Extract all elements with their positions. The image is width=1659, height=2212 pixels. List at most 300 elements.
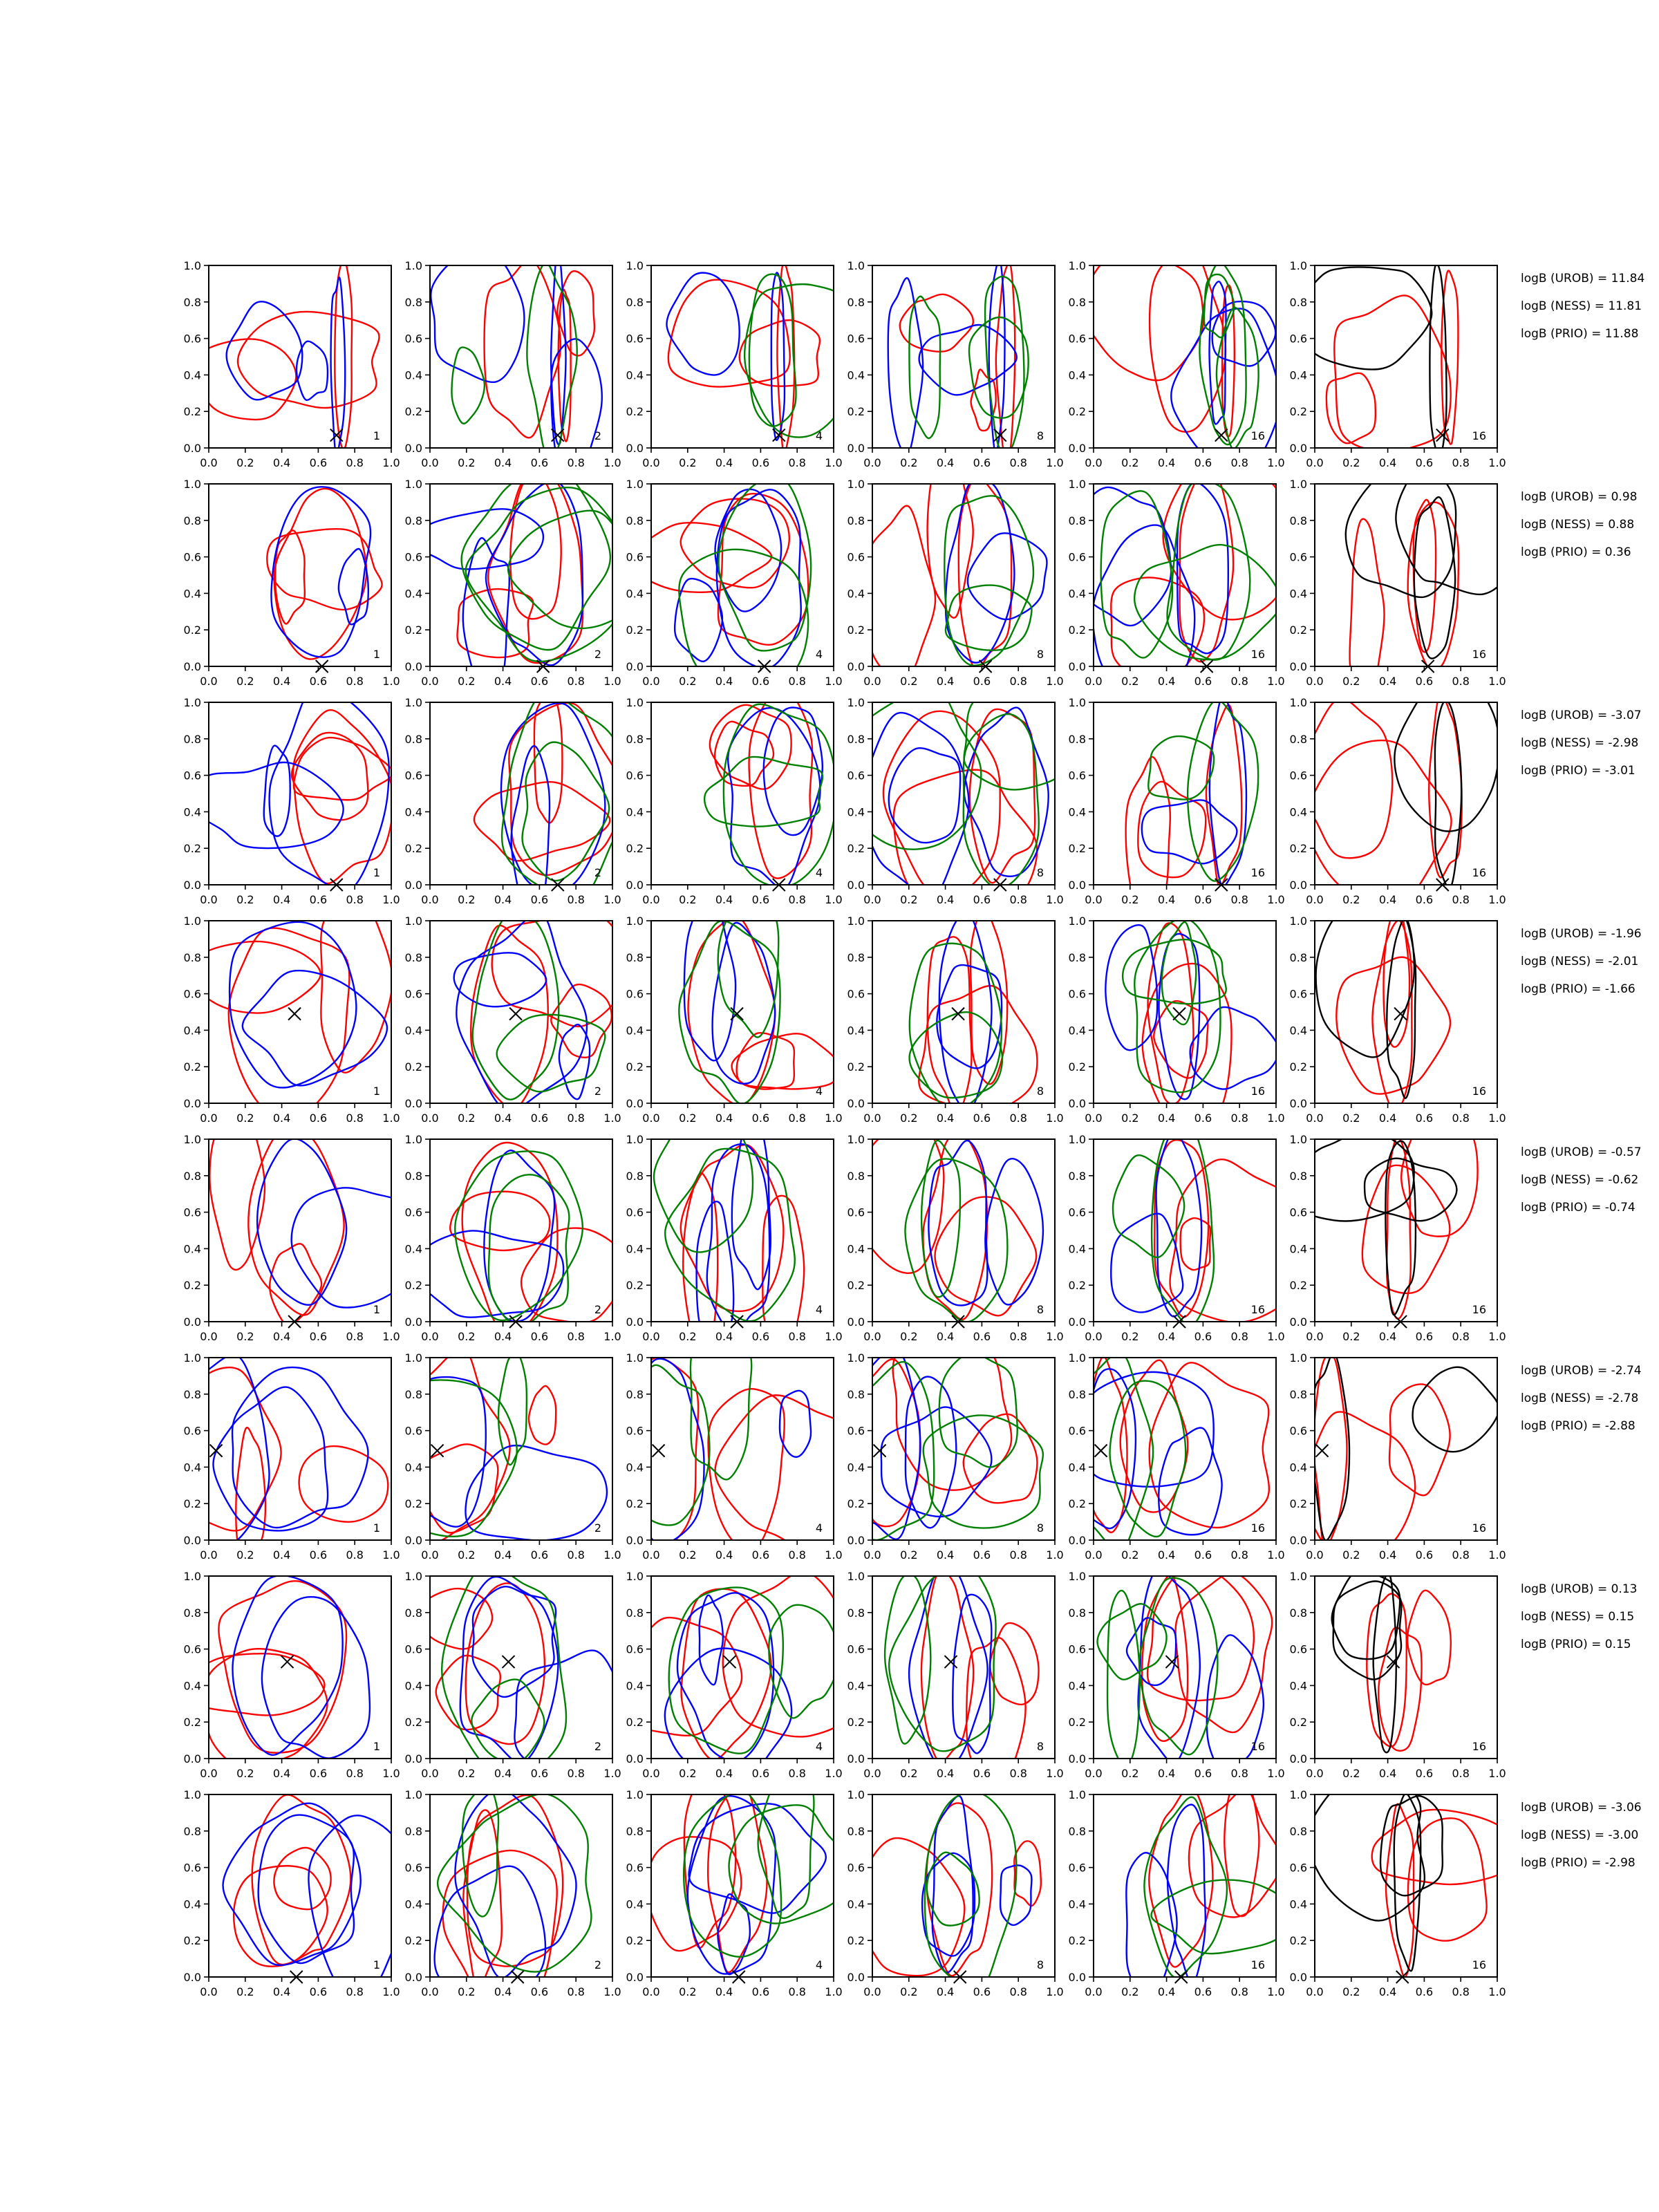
x-tick-label: 0.2 bbox=[1342, 1330, 1360, 1343]
y-tick-label: 1.0 bbox=[404, 915, 422, 928]
y-tick-label: 0.8 bbox=[1289, 514, 1307, 527]
x-tick-label: 0.2 bbox=[458, 893, 476, 906]
y-tick-label: 1.0 bbox=[1068, 478, 1086, 491]
x-tick-label: 0.0 bbox=[1306, 1985, 1324, 1998]
x-tick-label: 0.8 bbox=[788, 893, 806, 906]
y-tick-label: 0.4 bbox=[847, 805, 865, 819]
x-tick-label: 0.8 bbox=[567, 1112, 585, 1125]
x-tick-label: 1.0 bbox=[603, 1985, 621, 1998]
y-tick-label: 0.8 bbox=[404, 514, 422, 527]
y-tick-label: 0.6 bbox=[183, 1642, 201, 1656]
x-tick-label: 0.0 bbox=[863, 1548, 881, 1562]
y-tick-label: 0.2 bbox=[1289, 1934, 1307, 1948]
y-tick-label: 1.0 bbox=[183, 259, 201, 272]
y-tick-label: 1.0 bbox=[1289, 915, 1307, 928]
x-tick-label: 0.4 bbox=[1378, 1112, 1397, 1125]
panel-corner-label: 8 bbox=[1036, 648, 1044, 661]
y-tick-label: 0.2 bbox=[847, 1060, 865, 1074]
panel-corner-label: 16 bbox=[1472, 1521, 1486, 1535]
y-tick-label: 0.0 bbox=[1289, 879, 1307, 892]
y-tick-label: 0.0 bbox=[183, 1097, 201, 1110]
x-tick-label: 0.2 bbox=[679, 1112, 697, 1125]
y-tick-label: 0.0 bbox=[404, 1315, 422, 1329]
y-tick-label: 1.0 bbox=[183, 1570, 201, 1583]
y-tick-label: 0.2 bbox=[404, 1934, 422, 1948]
y-tick-label: 0.2 bbox=[1068, 1060, 1086, 1074]
x-tick-label: 0.2 bbox=[458, 675, 476, 688]
x-tick-label: 0.6 bbox=[751, 1330, 770, 1343]
y-tick-label: 0.8 bbox=[847, 1169, 865, 1183]
logB-stat-text: logB (NESS) = -3.00 bbox=[1521, 1828, 1639, 1842]
panel-corner-label: 16 bbox=[1250, 1958, 1265, 1971]
panel-corner-label: 8 bbox=[1036, 866, 1044, 879]
y-tick-label: 1.0 bbox=[1068, 915, 1086, 928]
y-tick-label: 0.6 bbox=[404, 987, 422, 1001]
logB-stat-text: logB (UROB) = -2.74 bbox=[1521, 1364, 1642, 1378]
panel-corner-label: 4 bbox=[815, 1303, 823, 1316]
x-tick-label: 1.0 bbox=[603, 675, 621, 688]
panel-corner-label: 16 bbox=[1472, 1303, 1486, 1316]
y-tick-label: 0.8 bbox=[847, 1606, 865, 1620]
x-tick-label: 0.2 bbox=[1342, 456, 1360, 469]
y-tick-label: 0.8 bbox=[1068, 1169, 1086, 1183]
x-tick-label: 0.2 bbox=[1342, 675, 1360, 688]
x-tick-label: 0.0 bbox=[1306, 1548, 1324, 1562]
y-tick-label: 0.2 bbox=[626, 1497, 644, 1511]
x-tick-label: 0.4 bbox=[272, 1112, 291, 1125]
y-tick-label: 0.6 bbox=[404, 1861, 422, 1875]
y-tick-label: 0.0 bbox=[404, 879, 422, 892]
x-tick-label: 0.4 bbox=[494, 1985, 512, 1998]
x-tick-label: 0.0 bbox=[642, 456, 660, 469]
x-tick-label: 0.6 bbox=[973, 1112, 991, 1125]
y-tick-label: 1.0 bbox=[404, 696, 422, 709]
x-tick-label: 0.2 bbox=[458, 1330, 476, 1343]
logB-stat-text: logB (NESS) = -2.98 bbox=[1521, 736, 1639, 750]
x-tick-label: 0.0 bbox=[1085, 1112, 1103, 1125]
x-tick-label: 0.2 bbox=[1342, 1112, 1360, 1125]
x-tick-label: 1.0 bbox=[382, 1985, 400, 1998]
x-tick-label: 0.4 bbox=[1157, 1330, 1176, 1343]
panel-corner-label: 2 bbox=[594, 1085, 601, 1098]
y-tick-label: 0.8 bbox=[404, 1387, 422, 1401]
x-tick-label: 1.0 bbox=[382, 1112, 400, 1125]
y-tick-label: 0.6 bbox=[1068, 550, 1086, 564]
x-tick-label: 0.2 bbox=[236, 893, 254, 906]
y-tick-label: 0.0 bbox=[404, 1971, 422, 1984]
y-tick-label: 1.0 bbox=[404, 1788, 422, 1801]
x-tick-label: 0.8 bbox=[346, 675, 364, 688]
x-tick-label: 0.6 bbox=[1194, 1548, 1212, 1562]
y-tick-label: 0.6 bbox=[183, 332, 201, 346]
y-tick-label: 0.6 bbox=[183, 550, 201, 564]
x-tick-label: 0.8 bbox=[567, 456, 585, 469]
x-tick-label: 0.0 bbox=[1085, 675, 1103, 688]
x-tick-label: 0.2 bbox=[679, 1548, 697, 1562]
x-tick-label: 0.0 bbox=[1085, 1330, 1103, 1343]
x-tick-label: 0.8 bbox=[788, 675, 806, 688]
x-tick-label: 0.0 bbox=[1085, 1767, 1103, 1780]
y-tick-label: 0.4 bbox=[626, 805, 644, 819]
y-tick-label: 0.6 bbox=[1289, 1424, 1307, 1438]
x-tick-label: 0.0 bbox=[421, 1330, 439, 1343]
y-tick-label: 0.2 bbox=[183, 1934, 201, 1948]
x-tick-label: 1.0 bbox=[1488, 1330, 1506, 1343]
y-tick-label: 0.2 bbox=[847, 405, 865, 419]
x-tick-label: 0.8 bbox=[1452, 1767, 1470, 1780]
x-tick-label: 0.2 bbox=[1121, 893, 1139, 906]
x-tick-label: 0.4 bbox=[494, 893, 512, 906]
y-tick-label: 0.0 bbox=[1068, 1971, 1086, 1984]
y-tick-label: 0.8 bbox=[847, 732, 865, 746]
logB-stat-text: logB (NESS) = 11.81 bbox=[1521, 299, 1642, 313]
x-tick-label: 0.2 bbox=[679, 1985, 697, 1998]
y-tick-label: 0.8 bbox=[1289, 1606, 1307, 1620]
x-tick-label: 0.2 bbox=[458, 1548, 476, 1562]
x-tick-label: 0.2 bbox=[900, 893, 918, 906]
x-tick-label: 0.8 bbox=[567, 1767, 585, 1780]
panel-corner-label: 1 bbox=[373, 1740, 380, 1753]
x-tick-label: 0.6 bbox=[751, 456, 770, 469]
y-tick-label: 0.6 bbox=[1289, 550, 1307, 564]
x-tick-label: 1.0 bbox=[382, 675, 400, 688]
y-tick-label: 0.4 bbox=[847, 1461, 865, 1474]
x-tick-label: 0.0 bbox=[863, 675, 881, 688]
y-tick-label: 0.6 bbox=[847, 1861, 865, 1875]
y-tick-label: 0.2 bbox=[1068, 842, 1086, 856]
y-tick-label: 0.8 bbox=[1068, 1387, 1086, 1401]
y-tick-label: 0.2 bbox=[404, 1279, 422, 1293]
y-tick-label: 1.0 bbox=[1289, 696, 1307, 709]
y-tick-label: 1.0 bbox=[847, 478, 865, 491]
x-tick-label: 1.0 bbox=[1488, 456, 1506, 469]
y-tick-label: 0.2 bbox=[1068, 1279, 1086, 1293]
x-tick-label: 0.2 bbox=[900, 1767, 918, 1780]
x-tick-label: 0.0 bbox=[421, 1548, 439, 1562]
x-tick-label: 0.4 bbox=[715, 893, 733, 906]
y-tick-label: 0.6 bbox=[847, 987, 865, 1001]
y-tick-label: 0.0 bbox=[404, 660, 422, 673]
y-tick-label: 0.8 bbox=[847, 1824, 865, 1838]
x-tick-label: 0.4 bbox=[272, 675, 291, 688]
y-tick-label: 0.6 bbox=[847, 1642, 865, 1656]
y-tick-label: 0.6 bbox=[1068, 1861, 1086, 1875]
y-tick-label: 0.0 bbox=[1289, 442, 1307, 455]
y-tick-label: 0.8 bbox=[183, 1606, 201, 1620]
x-tick-label: 0.2 bbox=[458, 456, 476, 469]
y-tick-label: 0.4 bbox=[404, 1242, 422, 1256]
x-tick-label: 0.2 bbox=[236, 1767, 254, 1780]
y-tick-label: 1.0 bbox=[404, 259, 422, 272]
x-tick-label: 0.6 bbox=[530, 456, 549, 469]
logB-stat-text: logB (UROB) = 0.98 bbox=[1521, 490, 1638, 504]
y-tick-label: 0.0 bbox=[626, 660, 644, 673]
x-tick-label: 0.0 bbox=[1306, 456, 1324, 469]
x-tick-label: 0.8 bbox=[1452, 1985, 1470, 1998]
x-tick-label: 1.0 bbox=[603, 1767, 621, 1780]
y-tick-label: 0.8 bbox=[847, 295, 865, 309]
y-tick-label: 0.2 bbox=[847, 842, 865, 856]
panel-corner-label: 1 bbox=[373, 429, 380, 442]
y-tick-label: 1.0 bbox=[847, 1351, 865, 1365]
y-tick-label: 0.8 bbox=[183, 295, 201, 309]
x-tick-label: 0.8 bbox=[1452, 1112, 1470, 1125]
x-tick-label: 0.4 bbox=[272, 1548, 291, 1562]
y-tick-label: 1.0 bbox=[626, 696, 644, 709]
panel-corner-label: 4 bbox=[815, 648, 823, 661]
x-tick-label: 1.0 bbox=[1267, 1112, 1285, 1125]
y-tick-label: 0.2 bbox=[183, 1060, 201, 1074]
x-tick-label: 0.8 bbox=[788, 1330, 806, 1343]
y-tick-label: 0.6 bbox=[626, 1861, 644, 1875]
y-tick-label: 0.0 bbox=[847, 1971, 865, 1984]
y-tick-label: 0.2 bbox=[847, 1279, 865, 1293]
y-tick-label: 0.2 bbox=[404, 1497, 422, 1511]
y-tick-label: 0.0 bbox=[183, 1752, 201, 1765]
x-tick-label: 0.4 bbox=[1157, 675, 1176, 688]
y-tick-label: 0.0 bbox=[847, 879, 865, 892]
y-tick-label: 0.8 bbox=[847, 514, 865, 527]
x-tick-label: 1.0 bbox=[1046, 1112, 1064, 1125]
x-tick-label: 0.4 bbox=[715, 1112, 733, 1125]
y-tick-label: 0.6 bbox=[1289, 987, 1307, 1001]
x-tick-label: 0.6 bbox=[530, 1330, 549, 1343]
y-tick-label: 0.2 bbox=[626, 842, 644, 856]
x-tick-label: 0.8 bbox=[1009, 1330, 1027, 1343]
x-tick-label: 0.2 bbox=[458, 1985, 476, 1998]
x-tick-label: 0.6 bbox=[973, 456, 991, 469]
y-tick-label: 0.8 bbox=[1289, 732, 1307, 746]
panel-corner-label: 8 bbox=[1036, 1521, 1044, 1535]
x-tick-label: 0.0 bbox=[642, 1548, 660, 1562]
x-tick-label: 0.2 bbox=[679, 1767, 697, 1780]
y-tick-label: 0.2 bbox=[1289, 1279, 1307, 1293]
y-tick-label: 0.4 bbox=[626, 368, 644, 382]
logB-stat-text: logB (NESS) = -2.78 bbox=[1521, 1391, 1639, 1405]
x-tick-label: 0.6 bbox=[1194, 1985, 1212, 1998]
y-tick-label: 0.8 bbox=[1068, 295, 1086, 309]
x-tick-label: 0.0 bbox=[863, 1112, 881, 1125]
y-tick-label: 0.0 bbox=[847, 1752, 865, 1765]
x-tick-label: 0.4 bbox=[1378, 1767, 1397, 1780]
x-tick-label: 0.8 bbox=[1452, 675, 1470, 688]
y-tick-label: 0.4 bbox=[1068, 587, 1086, 601]
x-tick-label: 0.8 bbox=[1230, 456, 1248, 469]
y-tick-label: 0.2 bbox=[404, 1060, 422, 1074]
panel-corner-label: 4 bbox=[815, 1521, 823, 1535]
x-tick-label: 0.8 bbox=[567, 893, 585, 906]
y-tick-label: 0.8 bbox=[1068, 950, 1086, 964]
x-tick-label: 1.0 bbox=[825, 456, 843, 469]
y-tick-label: 0.4 bbox=[1289, 1897, 1307, 1911]
x-tick-label: 0.6 bbox=[751, 675, 770, 688]
y-tick-label: 0.8 bbox=[626, 1169, 644, 1183]
x-tick-label: 0.8 bbox=[567, 1985, 585, 1998]
x-tick-label: 0.4 bbox=[715, 1330, 733, 1343]
x-tick-label: 1.0 bbox=[1267, 893, 1285, 906]
x-tick-label: 0.0 bbox=[1306, 1767, 1324, 1780]
y-tick-label: 0.2 bbox=[626, 1060, 644, 1074]
y-tick-label: 0.4 bbox=[847, 1897, 865, 1911]
panel-corner-label: 1 bbox=[373, 1958, 380, 1971]
y-tick-label: 0.4 bbox=[1068, 1242, 1086, 1256]
panel-corner-label: 16 bbox=[1472, 1085, 1486, 1098]
x-tick-label: 0.8 bbox=[346, 1767, 364, 1780]
y-tick-label: 0.0 bbox=[1068, 879, 1086, 892]
x-tick-label: 0.6 bbox=[530, 1548, 549, 1562]
y-tick-label: 0.6 bbox=[1289, 769, 1307, 782]
x-tick-label: 1.0 bbox=[825, 675, 843, 688]
x-tick-label: 0.2 bbox=[1121, 1330, 1139, 1343]
x-tick-label: 0.8 bbox=[1009, 1548, 1027, 1562]
y-tick-label: 0.8 bbox=[404, 1606, 422, 1620]
y-tick-label: 0.6 bbox=[626, 1642, 644, 1656]
y-tick-label: 0.2 bbox=[1068, 624, 1086, 637]
y-tick-label: 0.6 bbox=[404, 1206, 422, 1219]
y-tick-label: 0.4 bbox=[404, 1679, 422, 1693]
x-tick-label: 1.0 bbox=[382, 1767, 400, 1780]
y-tick-label: 1.0 bbox=[1289, 1133, 1307, 1146]
y-tick-label: 1.0 bbox=[404, 1570, 422, 1583]
x-tick-label: 0.0 bbox=[642, 1112, 660, 1125]
y-tick-label: 1.0 bbox=[183, 696, 201, 709]
x-tick-label: 1.0 bbox=[382, 1548, 400, 1562]
x-tick-label: 1.0 bbox=[382, 1330, 400, 1343]
x-tick-label: 0.8 bbox=[1230, 893, 1248, 906]
x-tick-label: 0.8 bbox=[1452, 893, 1470, 906]
panel-corner-label: 2 bbox=[594, 1740, 601, 1753]
y-tick-label: 0.4 bbox=[1068, 1024, 1086, 1038]
y-tick-label: 0.0 bbox=[626, 442, 644, 455]
panel-corner-label: 16 bbox=[1472, 429, 1486, 442]
x-tick-label: 0.6 bbox=[1415, 893, 1434, 906]
x-tick-label: 0.0 bbox=[1085, 1985, 1103, 1998]
y-tick-label: 0.0 bbox=[626, 879, 644, 892]
x-tick-label: 0.6 bbox=[309, 1330, 328, 1343]
x-tick-label: 0.4 bbox=[715, 675, 733, 688]
x-tick-label: 1.0 bbox=[1046, 1548, 1064, 1562]
x-tick-label: 1.0 bbox=[1046, 456, 1064, 469]
y-tick-label: 0.6 bbox=[1068, 1424, 1086, 1438]
y-tick-label: 0.8 bbox=[1289, 295, 1307, 309]
x-tick-label: 0.2 bbox=[900, 675, 918, 688]
y-tick-label: 0.8 bbox=[626, 732, 644, 746]
y-tick-label: 0.2 bbox=[183, 1497, 201, 1511]
x-tick-label: 0.0 bbox=[421, 1112, 439, 1125]
x-tick-label: 1.0 bbox=[1488, 1548, 1506, 1562]
y-tick-label: 0.6 bbox=[847, 1206, 865, 1219]
y-tick-label: 0.2 bbox=[404, 624, 422, 637]
y-tick-label: 1.0 bbox=[404, 1133, 422, 1146]
y-tick-label: 0.2 bbox=[1289, 624, 1307, 637]
y-tick-label: 1.0 bbox=[404, 478, 422, 491]
y-tick-label: 0.4 bbox=[1068, 1461, 1086, 1474]
x-tick-label: 0.6 bbox=[751, 1767, 770, 1780]
x-tick-label: 0.4 bbox=[1157, 1112, 1176, 1125]
y-tick-label: 0.8 bbox=[847, 1387, 865, 1401]
logB-stat-text: logB (NESS) = 0.88 bbox=[1521, 518, 1635, 532]
logB-stat-text: logB (PRIO) = -3.01 bbox=[1521, 764, 1635, 778]
y-tick-label: 0.2 bbox=[183, 405, 201, 419]
x-tick-label: 0.0 bbox=[421, 675, 439, 688]
panel-corner-label: 16 bbox=[1472, 648, 1486, 661]
y-tick-label: 0.8 bbox=[847, 950, 865, 964]
x-tick-label: 1.0 bbox=[1488, 675, 1506, 688]
panel-corner-label: 16 bbox=[1250, 429, 1265, 442]
y-tick-label: 0.0 bbox=[1068, 660, 1086, 673]
x-tick-label: 1.0 bbox=[603, 1330, 621, 1343]
y-tick-label: 1.0 bbox=[626, 1570, 644, 1583]
y-tick-label: 0.6 bbox=[183, 1861, 201, 1875]
y-tick-label: 0.0 bbox=[404, 442, 422, 455]
y-tick-label: 0.8 bbox=[183, 1387, 201, 1401]
y-tick-label: 0.0 bbox=[847, 442, 865, 455]
x-tick-label: 0.2 bbox=[679, 1330, 697, 1343]
panel-corner-label: 1 bbox=[373, 1085, 380, 1098]
y-tick-label: 0.2 bbox=[1289, 842, 1307, 856]
x-tick-label: 1.0 bbox=[1046, 1330, 1064, 1343]
x-tick-label: 0.8 bbox=[1009, 893, 1027, 906]
x-tick-label: 0.2 bbox=[679, 675, 697, 688]
y-tick-label: 1.0 bbox=[847, 915, 865, 928]
panel-corner-label: 1 bbox=[373, 1521, 380, 1535]
y-tick-label: 0.6 bbox=[626, 550, 644, 564]
x-tick-label: 0.4 bbox=[936, 1548, 955, 1562]
y-tick-label: 0.4 bbox=[183, 1897, 201, 1911]
y-tick-label: 0.0 bbox=[1068, 1752, 1086, 1765]
x-tick-label: 0.8 bbox=[1230, 1548, 1248, 1562]
panel-corner-label: 8 bbox=[1036, 429, 1044, 442]
y-tick-label: 0.4 bbox=[626, 1679, 644, 1693]
x-tick-label: 0.6 bbox=[530, 893, 549, 906]
x-tick-label: 0.2 bbox=[236, 456, 254, 469]
x-tick-label: 0.0 bbox=[863, 893, 881, 906]
y-tick-label: 0.4 bbox=[626, 1461, 644, 1474]
y-tick-label: 1.0 bbox=[626, 1351, 644, 1365]
x-tick-label: 0.8 bbox=[346, 1112, 364, 1125]
y-tick-label: 0.0 bbox=[626, 1534, 644, 1547]
y-tick-label: 0.0 bbox=[404, 1097, 422, 1110]
y-tick-label: 0.2 bbox=[1289, 405, 1307, 419]
x-tick-label: 0.6 bbox=[530, 1112, 549, 1125]
x-tick-label: 0.4 bbox=[936, 1985, 955, 1998]
x-tick-label: 1.0 bbox=[1488, 1767, 1506, 1780]
y-tick-label: 0.6 bbox=[626, 987, 644, 1001]
y-tick-label: 0.0 bbox=[183, 1315, 201, 1329]
y-tick-label: 0.8 bbox=[404, 732, 422, 746]
x-tick-label: 0.8 bbox=[346, 893, 364, 906]
x-tick-label: 1.0 bbox=[1046, 1767, 1064, 1780]
panel-corner-label: 8 bbox=[1036, 1085, 1044, 1098]
y-tick-label: 0.4 bbox=[404, 587, 422, 601]
x-tick-label: 0.6 bbox=[1194, 1767, 1212, 1780]
x-tick-label: 0.6 bbox=[309, 456, 328, 469]
x-tick-label: 0.2 bbox=[1342, 1548, 1360, 1562]
y-tick-label: 0.8 bbox=[1289, 950, 1307, 964]
x-tick-label: 0.8 bbox=[1230, 1330, 1248, 1343]
y-tick-label: 0.2 bbox=[626, 1279, 644, 1293]
y-tick-label: 0.4 bbox=[404, 805, 422, 819]
y-tick-label: 0.4 bbox=[626, 1024, 644, 1038]
y-tick-label: 0.6 bbox=[183, 1424, 201, 1438]
x-tick-label: 1.0 bbox=[1267, 1548, 1285, 1562]
y-tick-label: 0.6 bbox=[404, 769, 422, 782]
y-tick-label: 1.0 bbox=[1068, 696, 1086, 709]
y-tick-label: 0.4 bbox=[847, 1024, 865, 1038]
x-tick-label: 0.6 bbox=[973, 1985, 991, 1998]
y-tick-label: 0.2 bbox=[183, 1279, 201, 1293]
x-tick-label: 0.8 bbox=[788, 1985, 806, 1998]
